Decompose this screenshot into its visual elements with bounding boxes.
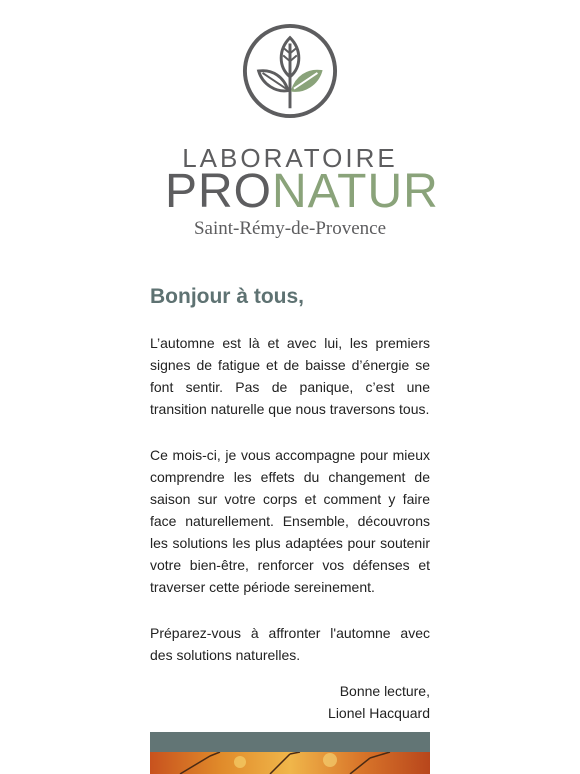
brand-logo bbox=[165, 18, 439, 239]
leaf-emblem-icon bbox=[241, 22, 339, 120]
signoff-author: Lionel Hacquard bbox=[328, 705, 430, 721]
autumn-trees-image bbox=[150, 752, 430, 774]
logo-pronatur-text bbox=[165, 165, 439, 218]
signoff-greeting: Bonne lecture, bbox=[339, 683, 430, 699]
logo-natur-text: NATUR bbox=[272, 165, 439, 218]
paragraph-prepare: Préparez-vous à affronter l'automne avec des solutions naturelles. bbox=[150, 625, 430, 663]
logo-location-text: Saint-Rémy-de-Provence bbox=[193, 218, 387, 239]
paragraph-intro: L’automne est là et avec lui, les premiers signes de fatigue et de baisse d’énergie se font sentir. Pas de panique, c’est une transition naturelle que nous traversons tous. bbox=[150, 335, 430, 417]
section-banner bbox=[150, 732, 430, 752]
logo-pro-text: PRO bbox=[165, 165, 273, 218]
signoff bbox=[150, 680, 430, 724]
paragraph-month: Ce mois-ci, je vous accompagne pour mieux comprendre les effets du changement de saison sur votre corps et comment y faire face naturellement. Ensemble, découvrons les solutions les plus adaptées pour soutenir votre bien-être, renforcer vos défenses et traverser cette période sereinement. bbox=[150, 447, 430, 595]
newsletter-body bbox=[150, 284, 430, 724]
greeting-heading: Bonjour à tous, bbox=[150, 285, 304, 308]
logo-laboratoire-text: LABORATOIRE bbox=[182, 143, 398, 173]
